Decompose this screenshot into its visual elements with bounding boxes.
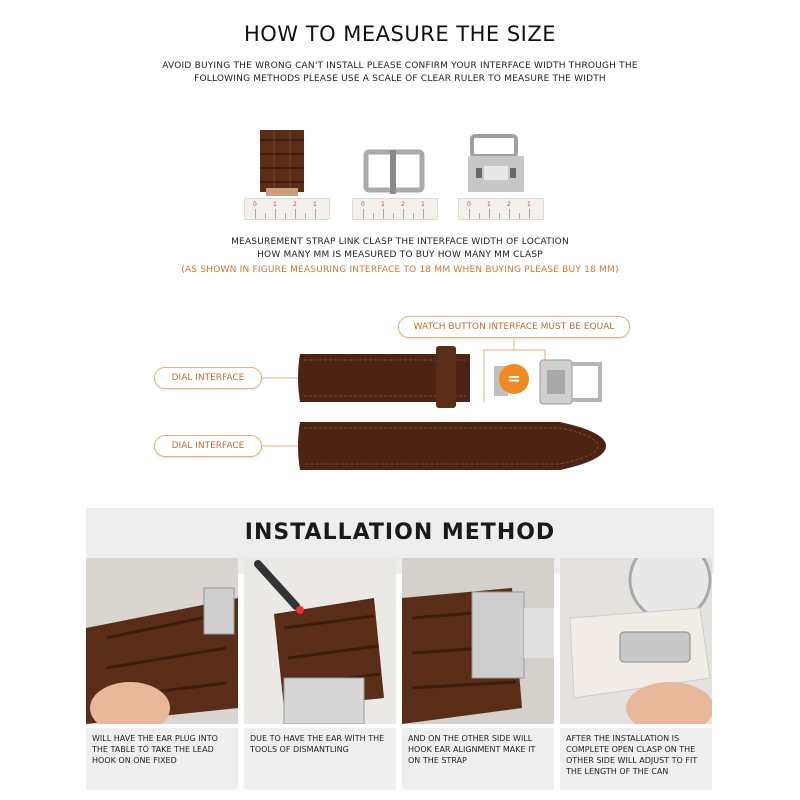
ruler-label: 1 (421, 201, 425, 208)
install-step-4-caption: AFTER THE INSTALLATION IS COMPLETE OPEN CLASP ON THE OTHER SIDE WILL ADJUST TO FIT THE LENGTH OF THE CAN (560, 728, 712, 790)
install-step-1-caption: WILL HAVE THE EAR PLUG INTO THE TABLE TO TAKE THE LEAD HOOK ON ONE FIXED (86, 728, 238, 790)
ruler-label: 1 (273, 201, 277, 208)
ruler-label: 2 (507, 201, 511, 208)
measure-title: HOW TO MEASURE THE SIZE (243, 22, 557, 46)
ruler-label: 1 (487, 201, 491, 208)
ruler-label: 2 (293, 201, 297, 208)
dial-interface-label-2: DIAL INTERFACE (154, 435, 262, 457)
ruler-label: 0 (467, 201, 471, 208)
ruler-label: 2 (401, 201, 405, 208)
install-step-4-photo (560, 558, 712, 724)
ruler-label: 1 (313, 201, 317, 208)
ruler-label: 1 (527, 201, 531, 208)
ruler-label: 1 (381, 201, 385, 208)
install-step-1-photo (86, 558, 238, 724)
install-step-2-caption: DUE TO HAVE THE EAR WITH THE TOOLS OF DISMANTLING (244, 728, 396, 790)
desc-line-1: MEASUREMENT STRAP LINK CLASP THE INTERFACE WIDTH OF LOCATION (231, 237, 569, 247)
installation-title: INSTALLATION METHOD (244, 520, 556, 545)
ruler-label: 0 (361, 201, 365, 208)
desc-line-2: HOW MANY MM IS MEASURED TO BUY HOW MANY MM CLASP (257, 250, 543, 260)
equal-badge: = (499, 364, 529, 394)
intro-line-2: FOLLOWING METHODS PLEASE USE A SCALE OF CLEAR RULER TO MEASURE THE WIDTH (194, 74, 606, 84)
watch-button-label: WATCH BUTTON INTERFACE MUST BE EQUAL (398, 316, 630, 338)
install-step-3-caption: AND ON THE OTHER SIDE WILL HOOK EAR ALIGNMENT MAKE IT ON THE STRAP (402, 728, 554, 790)
install-step-3-photo (402, 558, 554, 724)
install-step-2-photo (244, 558, 396, 724)
dial-interface-label-1: DIAL INTERFACE (154, 367, 262, 389)
intro-line-1: AVOID BUYING THE WRONG CAN'T INSTALL PLEASE CONFIRM YOUR INTERFACE WIDTH THROUGH THE (162, 61, 638, 71)
measurement-note: (AS SHOWN IN FIGURE MEASURING INTERFACE TO 18 MM WHEN BUYING PLEASE BUY 18 MM) (181, 265, 619, 275)
ruler-label: 0 (253, 201, 257, 208)
